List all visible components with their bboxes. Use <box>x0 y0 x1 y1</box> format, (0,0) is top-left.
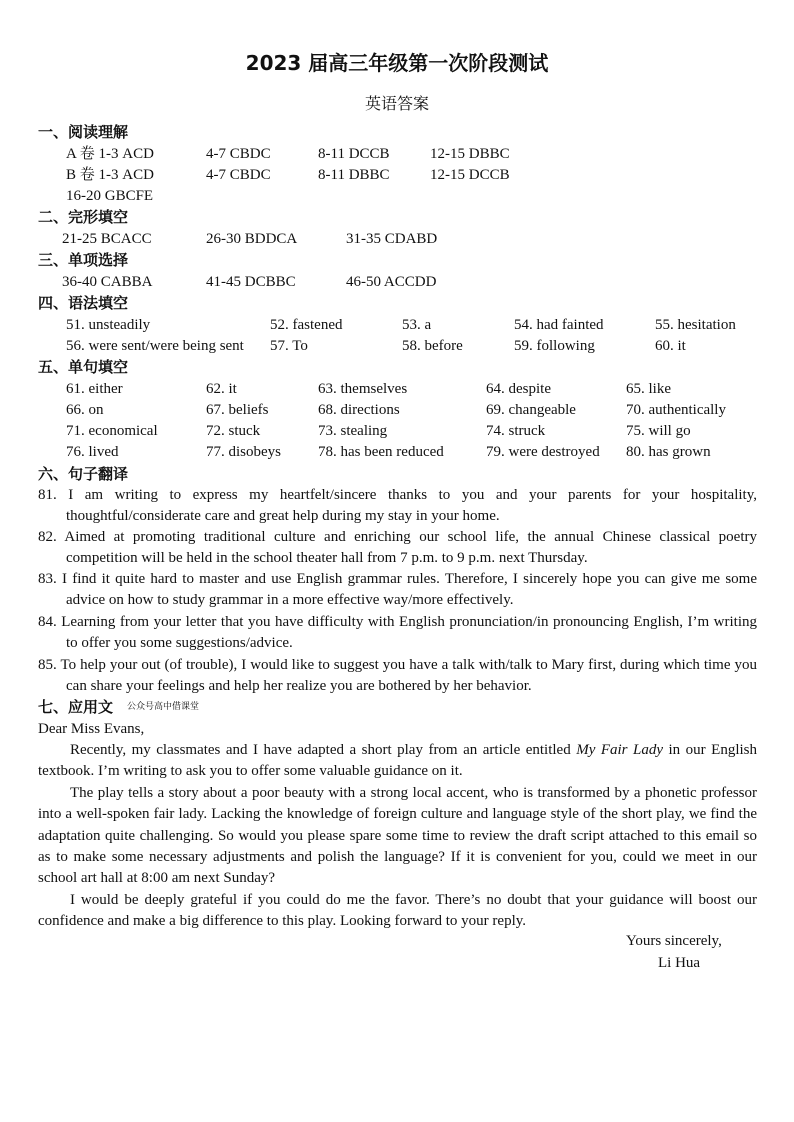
page-subtitle: 英语答案 <box>364 94 429 113</box>
answer-cell: 61. either <box>66 381 123 397</box>
answer-cell: 62. it <box>206 381 237 397</box>
answer-cell: 8-11 DCCB <box>318 146 390 162</box>
answer-cell: 53. a <box>402 317 432 333</box>
answer-cell: 60. it <box>655 338 686 354</box>
answer-cell: 36-40 CABBA <box>62 274 153 290</box>
translation-item-85: 85. To help your out (of trouble), I would like to suggest you have a talk with/talk to Mary first, during which time you can share your feelings and help her realize you are bothered by her behavior. <box>38 657 757 695</box>
answer-cell: 58. before <box>402 338 463 354</box>
answer-cell: 67. beliefs <box>206 402 269 418</box>
translation-item-83: 83. I find it quite hard to master and use English grammar rules. Therefore, I sincerely hope you can give me some advice on how to study grammar in a more effective way/more effectively. <box>38 571 757 609</box>
answer-cell: 75. will go <box>626 423 691 439</box>
section-heading-writing <box>38 697 199 718</box>
section-heading-writing-text: 七、应用文 <box>38 698 114 716</box>
page-title: 2023 届高三年级第一次阶段测试 <box>245 51 549 75</box>
answer-cell: 63. themselves <box>318 381 408 397</box>
watermark-note: 公众号高中借课堂 <box>127 702 200 712</box>
answer-cell: 56. were sent/were being sent <box>66 338 244 354</box>
letter-paragraph-2: The play tells a story about a poor beauty with a strong local accent, who is transformed by a phonetic professor into a well-spoken fair lady. Lacking the knowledge of foreign culture and language style of the short play, we find the adaptation quite challenging. So would you please spare some time to review the draft script attached to this email so as to make some necessary adjustments and polish the language? If it is convenient for you, could we meet in our school art hall at 8:00 am next Sunday? <box>38 785 757 887</box>
answer-cell: 26-30 BDDCA <box>206 231 298 247</box>
answer-cell: 72. stuck <box>206 423 261 439</box>
answer-cell: 55. hesitation <box>655 317 736 333</box>
section-heading-translation: 六、句子翻译 <box>38 465 129 483</box>
answer-cell: 71. economical <box>66 423 158 439</box>
answer-cell: 70. authentically <box>626 402 726 418</box>
answer-cell: 54. had fainted <box>514 317 604 333</box>
answer-cell: 46-50 ACCDD <box>346 274 437 290</box>
answer-cell: 77. disobeys <box>206 444 281 460</box>
article-title: My Fair Lady <box>576 742 664 758</box>
answer-cell: 64. despite <box>486 381 551 397</box>
answer-cell: 57. To <box>270 338 308 354</box>
answer-cell: 41-45 DCBBC <box>206 274 296 290</box>
translation-item-84: 84. Learning from your letter that you have difficulty with English pronunciation/in pronouncing English, I’m writing to offer you some suggestions/advice. <box>38 614 757 652</box>
section-heading-single-choice: 三、单项选择 <box>38 251 129 269</box>
answer-cell: 78. has been reduced <box>318 444 444 460</box>
answer-cell: 59. following <box>514 338 595 354</box>
answer-cell: 73. stealing <box>318 423 388 439</box>
answer-cell: 65. like <box>626 381 671 397</box>
answer-cell: 52. fastened <box>270 317 343 333</box>
answer-cell: 76. lived <box>66 444 119 460</box>
answer-cell: 31-35 CDABD <box>346 231 438 247</box>
section-heading-sentence-fill: 五、单句填空 <box>38 358 129 376</box>
answer-cell: 74. struck <box>486 423 546 439</box>
translation-item-82: 82. Aimed at promoting traditional culture and enriching our school life, the annual Chinese classical poetry competition will be held in the school theater hall from 7 p.m. to 9 p.m. next Thursday. <box>38 529 757 567</box>
answer-cell: 16-20 GBCFE <box>66 188 154 204</box>
letter-paragraph-3: I would be deeply grateful if you could do me the favor. There’s no doubt that your guidance will boost our confidence and make a big difference to this play. Looking forward to your reply. <box>38 892 757 930</box>
answer-cell: 8-11 DBBC <box>318 167 390 183</box>
section-heading-reading: 一、阅读理解 <box>38 123 129 141</box>
answer-cell: B 卷 1-3 ACD <box>66 167 154 183</box>
answer-cell: A 卷 1-3 ACD <box>66 146 154 162</box>
answer-cell: 68. directions <box>318 402 400 418</box>
section-heading-grammar: 四、语法填空 <box>38 294 129 312</box>
answer-cell: 69. changeable <box>486 402 576 418</box>
answer-cell: 80. has grown <box>626 444 711 460</box>
answer-cell: 12-15 DBBC <box>430 146 510 162</box>
answer-cell: 12-15 DCCB <box>430 167 510 183</box>
letter-greeting: Dear Miss Evans, <box>38 721 145 737</box>
letter-p1-text-after: in our English textbook. I’m writing to ask you to offer some valuable guidance on it. <box>38 742 757 780</box>
letter-paragraph-1 <box>38 740 757 783</box>
answer-cell: 4-7 CBDC <box>206 167 271 183</box>
answer-cell: 21-25 BCACC <box>62 231 152 247</box>
answer-cell: 51. unsteadily <box>66 317 151 333</box>
answer-cell: 66. on <box>66 402 104 418</box>
letter-signature: Li Hua <box>658 955 701 971</box>
letter-closing: Yours sincerely, <box>626 933 722 949</box>
answer-cell: 79. were destroyed <box>486 444 600 460</box>
letter-p1-text-before: Recently, my classmates and I have adapted a short play from an article entitled <box>70 742 577 758</box>
answer-cell: 4-7 CBDC <box>206 146 271 162</box>
section-heading-cloze: 二、完形填空 <box>38 208 129 226</box>
translation-item-81: 81. I am writing to express my heartfelt/sincere thanks to you and your parents for your hospitality, thoughtful/considerate care and great help during my stay in your home. <box>38 487 757 525</box>
